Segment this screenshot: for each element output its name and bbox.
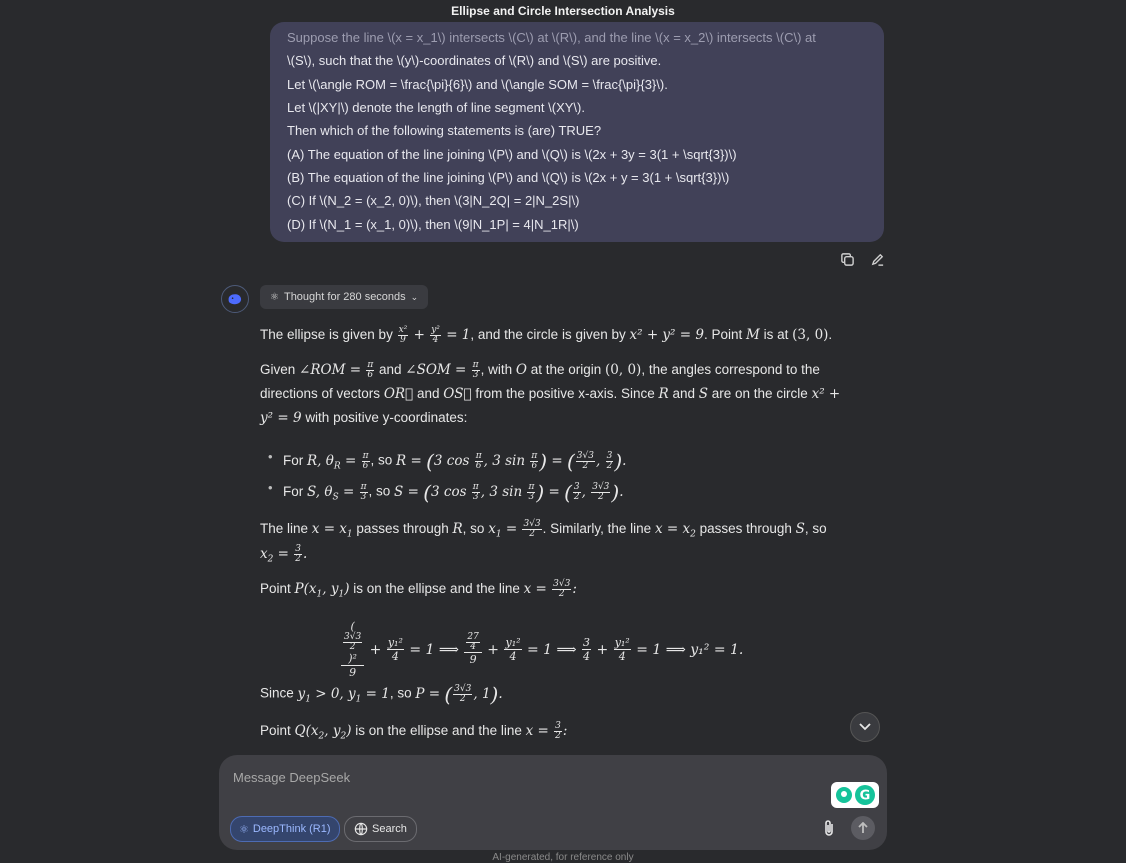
user-message-line: \(S\), such that the \(y\)-coordinates of \(R\) and \(S\) are positive. <box>287 53 662 68</box>
math-expression: $x_2$ = $\frac{3}{2}$ . <box>260 544 308 565</box>
message-actions <box>838 250 886 268</box>
answer-text: passes through <box>356 521 449 536</box>
math-expression: OS⃗ <box>443 386 472 402</box>
copy-icon[interactable] <box>838 250 856 268</box>
user-message-line: (A) The equation of the line joining \(P\) and \(Q\) is \(2x + 3y = 3(1 + \sqrt{3})\) <box>287 147 737 162</box>
chevron-down-icon <box>859 723 871 731</box>
answer-text: , and the circle is given by <box>470 327 626 342</box>
math-expression: $x = x_1$ <box>311 521 353 540</box>
deepthink-label: DeepThink (R1) <box>252 823 331 835</box>
math-expression: y² = 9 <box>260 410 302 426</box>
whale-icon <box>227 292 243 306</box>
math-expression: $Q(x_2$, $y_2$) <box>294 723 352 742</box>
send-button[interactable] <box>851 816 875 840</box>
globe-icon <box>354 822 368 836</box>
grammarly-icon <box>855 785 875 805</box>
answer-text: , so <box>370 452 393 468</box>
math-expression: ∠ROM = $\frac{\pi}{6}$ <box>299 360 374 380</box>
math-expression: (3, 0) <box>792 327 829 343</box>
answer-text: , so <box>389 685 412 701</box>
math-expression: P = ( $\frac{3√3}{2}$ , 1). <box>415 682 503 706</box>
user-message-line: Then which of the following statements is (are) TRUE? <box>287 123 602 138</box>
user-message-line: (B) The equation of the line joining \(P\) and \(Q\) is \(2x + y = 3(1 + \sqrt{3})\) <box>287 170 730 185</box>
search-toggle[interactable] <box>344 816 417 842</box>
answer-text: from the positive x-axis. Since <box>475 386 655 401</box>
answer-text: The ellipse is given by <box>260 327 393 342</box>
answer-text: , with <box>480 362 513 377</box>
answer-paragraph <box>260 386 840 402</box>
answer-text: is on the ellipse and the line <box>355 723 522 738</box>
user-message-line: Suppose the line \(x = x_1\) intersects \(C\) at \(R\), and the line \(x = x_2\) intersects \(C\) at <box>287 30 816 45</box>
search-label: Search <box>372 823 407 835</box>
answer-text: , so <box>368 483 391 499</box>
math-expression: S <box>698 386 708 402</box>
paperclip-icon <box>822 819 836 837</box>
answer-text: Given <box>260 362 296 377</box>
answer-paragraph <box>260 520 827 540</box>
message-input[interactable] <box>231 765 795 789</box>
answer-text: Point <box>260 723 291 738</box>
user-message-line: (D) If \(N_1 = (x_1, 0)\), then \(9|N_1P| = 4|N_1R|\) <box>287 217 579 232</box>
answer-paragraph <box>260 682 503 706</box>
user-message-bubble <box>270 22 884 242</box>
answer-text: are on the circle <box>711 386 808 401</box>
math-expression: x² + y² = 9 <box>629 327 704 343</box>
answer-text: at the origin <box>530 362 602 377</box>
math-expression: x = $\frac{3}{2}$ : <box>525 721 568 741</box>
math-expression: $\frac{\text{x²}}{9}$ + $\frac{\text{y²}}{4}$ = 1 <box>398 325 471 345</box>
chevron-down-icon: ⌄ <box>410 291 419 302</box>
atom-icon: ⚛ <box>239 823 249 836</box>
user-message-line: (C) If \(N_2 = (x_2, 0)\), then \(3|N_2Q| = 2|N_2S|\) <box>287 193 580 208</box>
math-expression: $P(x_1$, $y_1$) <box>294 581 350 600</box>
grammarly-widget[interactable] <box>831 782 879 808</box>
thinking-icon: ⚛ <box>270 291 279 303</box>
arrow-up-icon <box>857 822 869 834</box>
answer-text: is on the ellipse and the line <box>353 581 520 596</box>
math-expression: S = (3 cos $\frac{\pi}{3}$ , 3 sin $\frac{\pi}{3}$ ) = ( $\frac{3}{2}$ , $\frac{3√3}{2}$ ). <box>394 480 624 504</box>
answer-paragraph <box>260 580 577 600</box>
math-expression: $y_1 > 0$, $y_1 = 1$ <box>297 685 390 705</box>
answer-text: with positive y-coordinates: <box>305 410 468 425</box>
user-message-line: Let \(|XY|\) denote the length of line segment \(XY\). <box>287 100 585 115</box>
scroll-to-bottom-button[interactable] <box>850 712 880 742</box>
answer-text: For <box>283 452 304 468</box>
deepthink-toggle[interactable] <box>230 816 340 842</box>
math-expression: R <box>658 386 669 402</box>
math-expression: $x = x_2$ <box>654 521 696 540</box>
answer-paragraph <box>260 410 467 426</box>
answer-text: Since <box>260 685 294 701</box>
math-expression: x² + <box>811 386 841 402</box>
window-title: Ellipse and Circle Intersection Analysis <box>451 4 675 18</box>
deepseek-avatar <box>221 285 249 313</box>
list-item <box>260 480 624 504</box>
answer-paragraph <box>260 545 307 565</box>
thought-toggle[interactable] <box>260 285 428 309</box>
answer-paragraph <box>260 722 567 742</box>
answer-text: passes through <box>699 521 792 536</box>
math-expression: R = (3 cos $\frac{\pi}{6}$ , 3 sin $\frac{\pi}{6}$ ) = ( $\frac{3√3}{2}$ , $\frac{3}{2}$ ). <box>396 449 627 473</box>
answer-text: directions of vectors <box>260 386 381 401</box>
list-item <box>260 449 626 473</box>
math-expression: R, $\theta_R$ = $\frac{\pi}{6}$ <box>307 450 369 472</box>
disclaimer-text: AI-generated, for reference only <box>492 852 634 863</box>
attach-button[interactable] <box>819 818 839 838</box>
answer-text: For <box>283 483 304 499</box>
answer-text: and <box>416 386 440 401</box>
user-message-line: Let \(\angle ROM = \frac{\pi}{6}\) and \(\angle SOM = \frac{\pi}{3}\). <box>287 77 668 92</box>
message-composer <box>219 755 887 850</box>
answer-text: , so <box>462 521 485 536</box>
bullet: • <box>268 449 273 464</box>
answer-text: . Similarly, the line <box>542 521 652 536</box>
math-expression: OR⃗ <box>383 386 414 402</box>
answer-text: and <box>379 362 402 377</box>
answer-text: Point <box>260 581 291 596</box>
math-expression: R <box>452 521 463 537</box>
math-expression: ( 3√3 2 )² 9 + $\frac{\text{y₁²}}{4}$ = 1 ⟹ 27 4 9 + $\frac{\text{y₁²}}{4}$ = 1 ⟹ $\frac{3}{4}$ + $\frac{\text{y₁²}}{4}$ = 1 ⟹ y₁² = 1. <box>340 642 743 658</box>
math-expression: (0, 0) <box>605 362 642 378</box>
edit-icon[interactable] <box>868 250 886 268</box>
math-expression: M <box>746 327 760 343</box>
thought-label: Thought for 280 seconds <box>283 291 406 303</box>
answer-text: , so <box>804 521 827 536</box>
math-expression: O <box>515 362 527 378</box>
lightbulb-icon <box>836 787 852 803</box>
answer-text: , the angles correspond to the <box>641 362 820 377</box>
answer-text: The line <box>260 521 309 536</box>
answer-text: . Point <box>703 327 743 342</box>
math-expression: x = $\frac{3√3}{2}$ : <box>523 579 577 599</box>
math-expression: S <box>795 521 805 537</box>
svg-text:G: G <box>859 788 870 804</box>
math-expression: S, $\theta_S$ = $\frac{\pi}{3}$ <box>307 481 367 503</box>
answer-paragraph <box>260 361 820 380</box>
answer-text: is at <box>763 327 789 342</box>
answer-paragraph: The ellipse is given by $\frac{\text{x²}}{9}$ + $\frac{\text{y²}}{4}$ = 1, and the circle is given by x² + y² = 9. Point M is at (3, 0). <box>260 325 833 345</box>
display-equation <box>340 620 743 679</box>
math-expression: $x_1$ = $\frac{3√3}{2}$ <box>488 519 541 540</box>
answer-text: and <box>672 386 695 401</box>
bullet: • <box>268 480 273 495</box>
math-expression: ∠SOM = $\frac{\pi}{3}$ <box>405 360 479 380</box>
